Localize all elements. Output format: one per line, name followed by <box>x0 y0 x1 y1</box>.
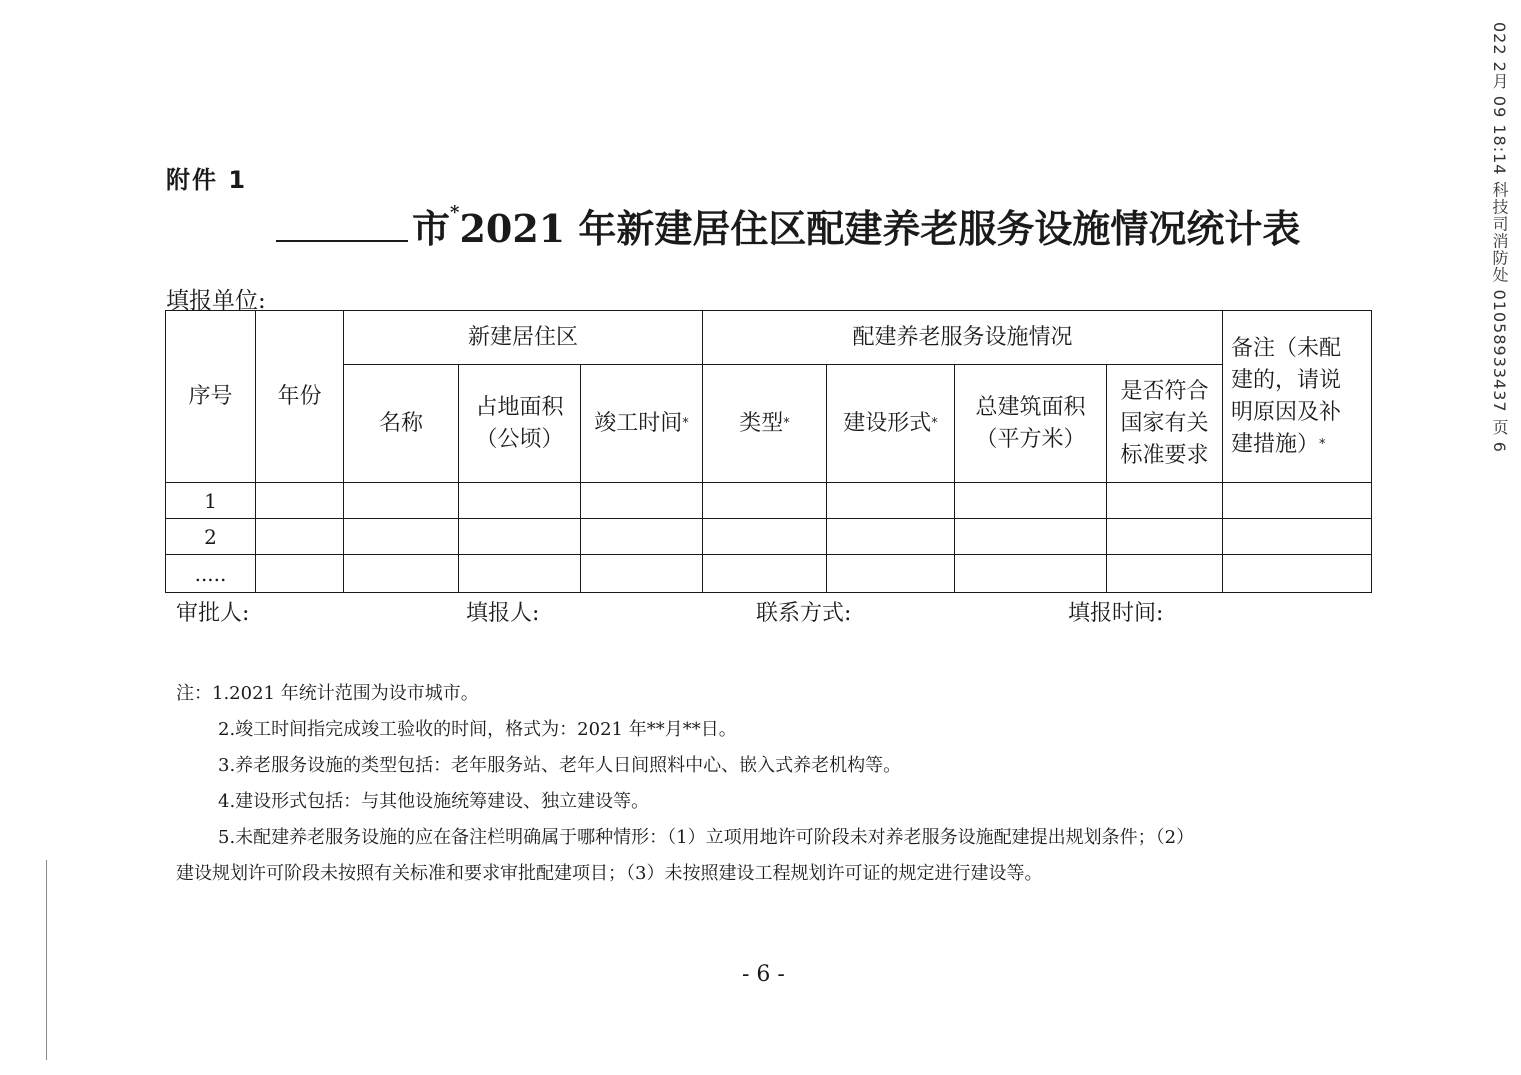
table-cell[interactable] <box>344 555 459 593</box>
notes <box>176 676 1366 892</box>
table-cell[interactable] <box>1223 519 1372 555</box>
header-build-form: 建设形式* <box>827 365 955 483</box>
table-cell[interactable] <box>344 483 459 519</box>
table-cell[interactable] <box>1107 519 1223 555</box>
row-number: 2 <box>166 519 256 555</box>
reporting-unit-label: 填报单位: <box>166 288 266 314</box>
header-compliance: 是否符合 国家有关 标准要求 <box>1107 365 1223 483</box>
header-completion-time: 竣工时间* <box>581 365 703 483</box>
table-cell[interactable] <box>459 483 581 519</box>
header-type: 类型* <box>703 365 827 483</box>
filler-label: 填报人: <box>466 601 540 626</box>
table-cell[interactable] <box>1107 483 1223 519</box>
header-group-facility: 配建养老服务设施情况 <box>703 311 1223 365</box>
note-5: 5.未配建养老服务设施的应在备注栏明确属于哪种情形：（1）立项用地许可阶段未对养老服务设施配建提出规划条件；（2） <box>218 827 1195 848</box>
table-cell[interactable] <box>581 483 703 519</box>
table-cell[interactable] <box>581 519 703 555</box>
table-cell[interactable] <box>1223 555 1372 593</box>
table-row <box>166 555 1372 593</box>
header-name: 名称 <box>344 365 459 483</box>
contact-label: 联系方式: <box>756 601 852 626</box>
scan-edge-line <box>46 860 47 1060</box>
table-cell[interactable] <box>256 555 344 593</box>
table-cell[interactable] <box>256 483 344 519</box>
table-cell[interactable] <box>955 519 1107 555</box>
table-cell[interactable] <box>955 555 1107 593</box>
table-cell[interactable] <box>256 519 344 555</box>
remark-line-2: 建的，请说 <box>1231 367 1342 393</box>
table-cell[interactable] <box>703 519 827 555</box>
fax-header: 022 2月 09 18:14 科技司消防处 01058933437 页 6 <box>1490 22 1509 453</box>
table-cell[interactable] <box>459 519 581 555</box>
page-title <box>276 198 1300 253</box>
table-cell[interactable] <box>581 555 703 593</box>
header-seq: 序号 <box>166 311 256 483</box>
attachment-label: 附件 1 <box>166 166 248 194</box>
table-cell[interactable] <box>1223 483 1372 519</box>
note-3: 3.养老服务设施的类型包括：老年服务站、老年人日间照料中心、嵌入式养老机构等。 <box>218 755 902 776</box>
fill-time-label: 填报时间: <box>1068 601 1164 626</box>
table-cell[interactable] <box>344 519 459 555</box>
page-number: - 6 - <box>742 962 785 987</box>
table-row <box>166 483 1372 519</box>
remark-line-1: 备注（未配 <box>1231 335 1342 361</box>
note-4: 4.建设形式包括：与其他设施统筹建设、独立建设等。 <box>218 791 650 812</box>
table-cell[interactable] <box>955 483 1107 519</box>
note-5-continued: 建设规划许可阶段未按照有关标准和要求审批配建项目；（3）未按照建设工程规划许可证的规定进行建设等。 <box>176 863 1043 884</box>
table-cell[interactable] <box>827 555 955 593</box>
row-number: ..... <box>166 555 256 593</box>
row-number: 1 <box>166 483 256 519</box>
table-row <box>166 519 1372 555</box>
approver-label: 审批人: <box>176 601 250 626</box>
title-asterisk: * <box>450 202 460 223</box>
table-cell[interactable] <box>827 519 955 555</box>
note-2: 2.竣工时间指完成竣工验收的时间，格式为：2021 年**月**日。 <box>218 719 737 740</box>
table-cell[interactable] <box>827 483 955 519</box>
remark-line-3: 明原因及补 <box>1231 399 1342 425</box>
header-floor-area: 总建筑面积 （平方米） <box>955 365 1107 483</box>
title-city-suffix: 市 <box>412 206 451 251</box>
remark-line-4: 建措施）* <box>1231 431 1326 457</box>
table-cell[interactable] <box>459 555 581 593</box>
header-remark <box>1223 311 1372 483</box>
city-blank-line <box>276 210 408 242</box>
table-cell[interactable] <box>1107 555 1223 593</box>
table-cell[interactable] <box>703 555 827 593</box>
header-land-area: 占地面积 （公顷） <box>459 365 581 483</box>
header-year: 年份 <box>256 311 344 483</box>
note-1: 注：1.2021 年统计范围为设市城市。 <box>176 683 479 704</box>
statistics-table <box>165 310 1372 593</box>
table-cell[interactable] <box>703 483 827 519</box>
title-main: 2021 年新建居住区配建养老服务设施情况统计表 <box>459 206 1301 251</box>
header-group-residential: 新建居住区 <box>344 311 703 365</box>
